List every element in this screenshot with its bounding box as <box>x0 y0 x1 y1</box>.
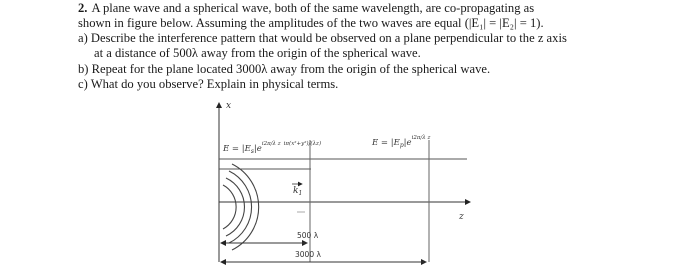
part-b-line: b) Repeat for the plane located 3000λ away from the origin of the spherical wave. <box>78 62 491 76</box>
problem-number: 2. <box>78 1 88 15</box>
part-a-continuation: at a distance of 500λ away from the origin of the spherical wave. <box>94 46 421 60</box>
z-axis-label: z <box>459 212 464 222</box>
k1-label: $k_1$ <box>293 186 303 197</box>
spherical-arc-2 <box>226 178 244 236</box>
distance-500-label: 500 λ <box>297 231 319 240</box>
part-a-line: a) Describe the interference pattern that would be observed on a plane perpendicular to the z axis <box>78 31 567 45</box>
part-c-line: c) What do you observe? Explain in physical terms. <box>78 77 339 91</box>
problem-line-1-text: A plane wave and a spherical wave, both of the same wavelength, are co-propagating as <box>91 1 535 15</box>
spherical-arc-1 <box>223 185 236 229</box>
distance-3000-label: 3000 λ <box>295 250 321 259</box>
plane-wave-equation: $E = |E_p|e^{i2\pi/\lambda z}$ <box>372 135 431 149</box>
x-axis-label: x <box>226 101 232 111</box>
spherical-wave-equation: $E = |E_s|e^{i2\pi/\lambda z}$ iπ(x²+y²)/(λz) <box>223 141 322 155</box>
spherical-wavefronts <box>223 164 259 250</box>
problem-line-2: shown in figure below. Assuming the amplitudes of the two waves are equal (|E₁| = |E₂| = 1). <box>78 16 544 30</box>
